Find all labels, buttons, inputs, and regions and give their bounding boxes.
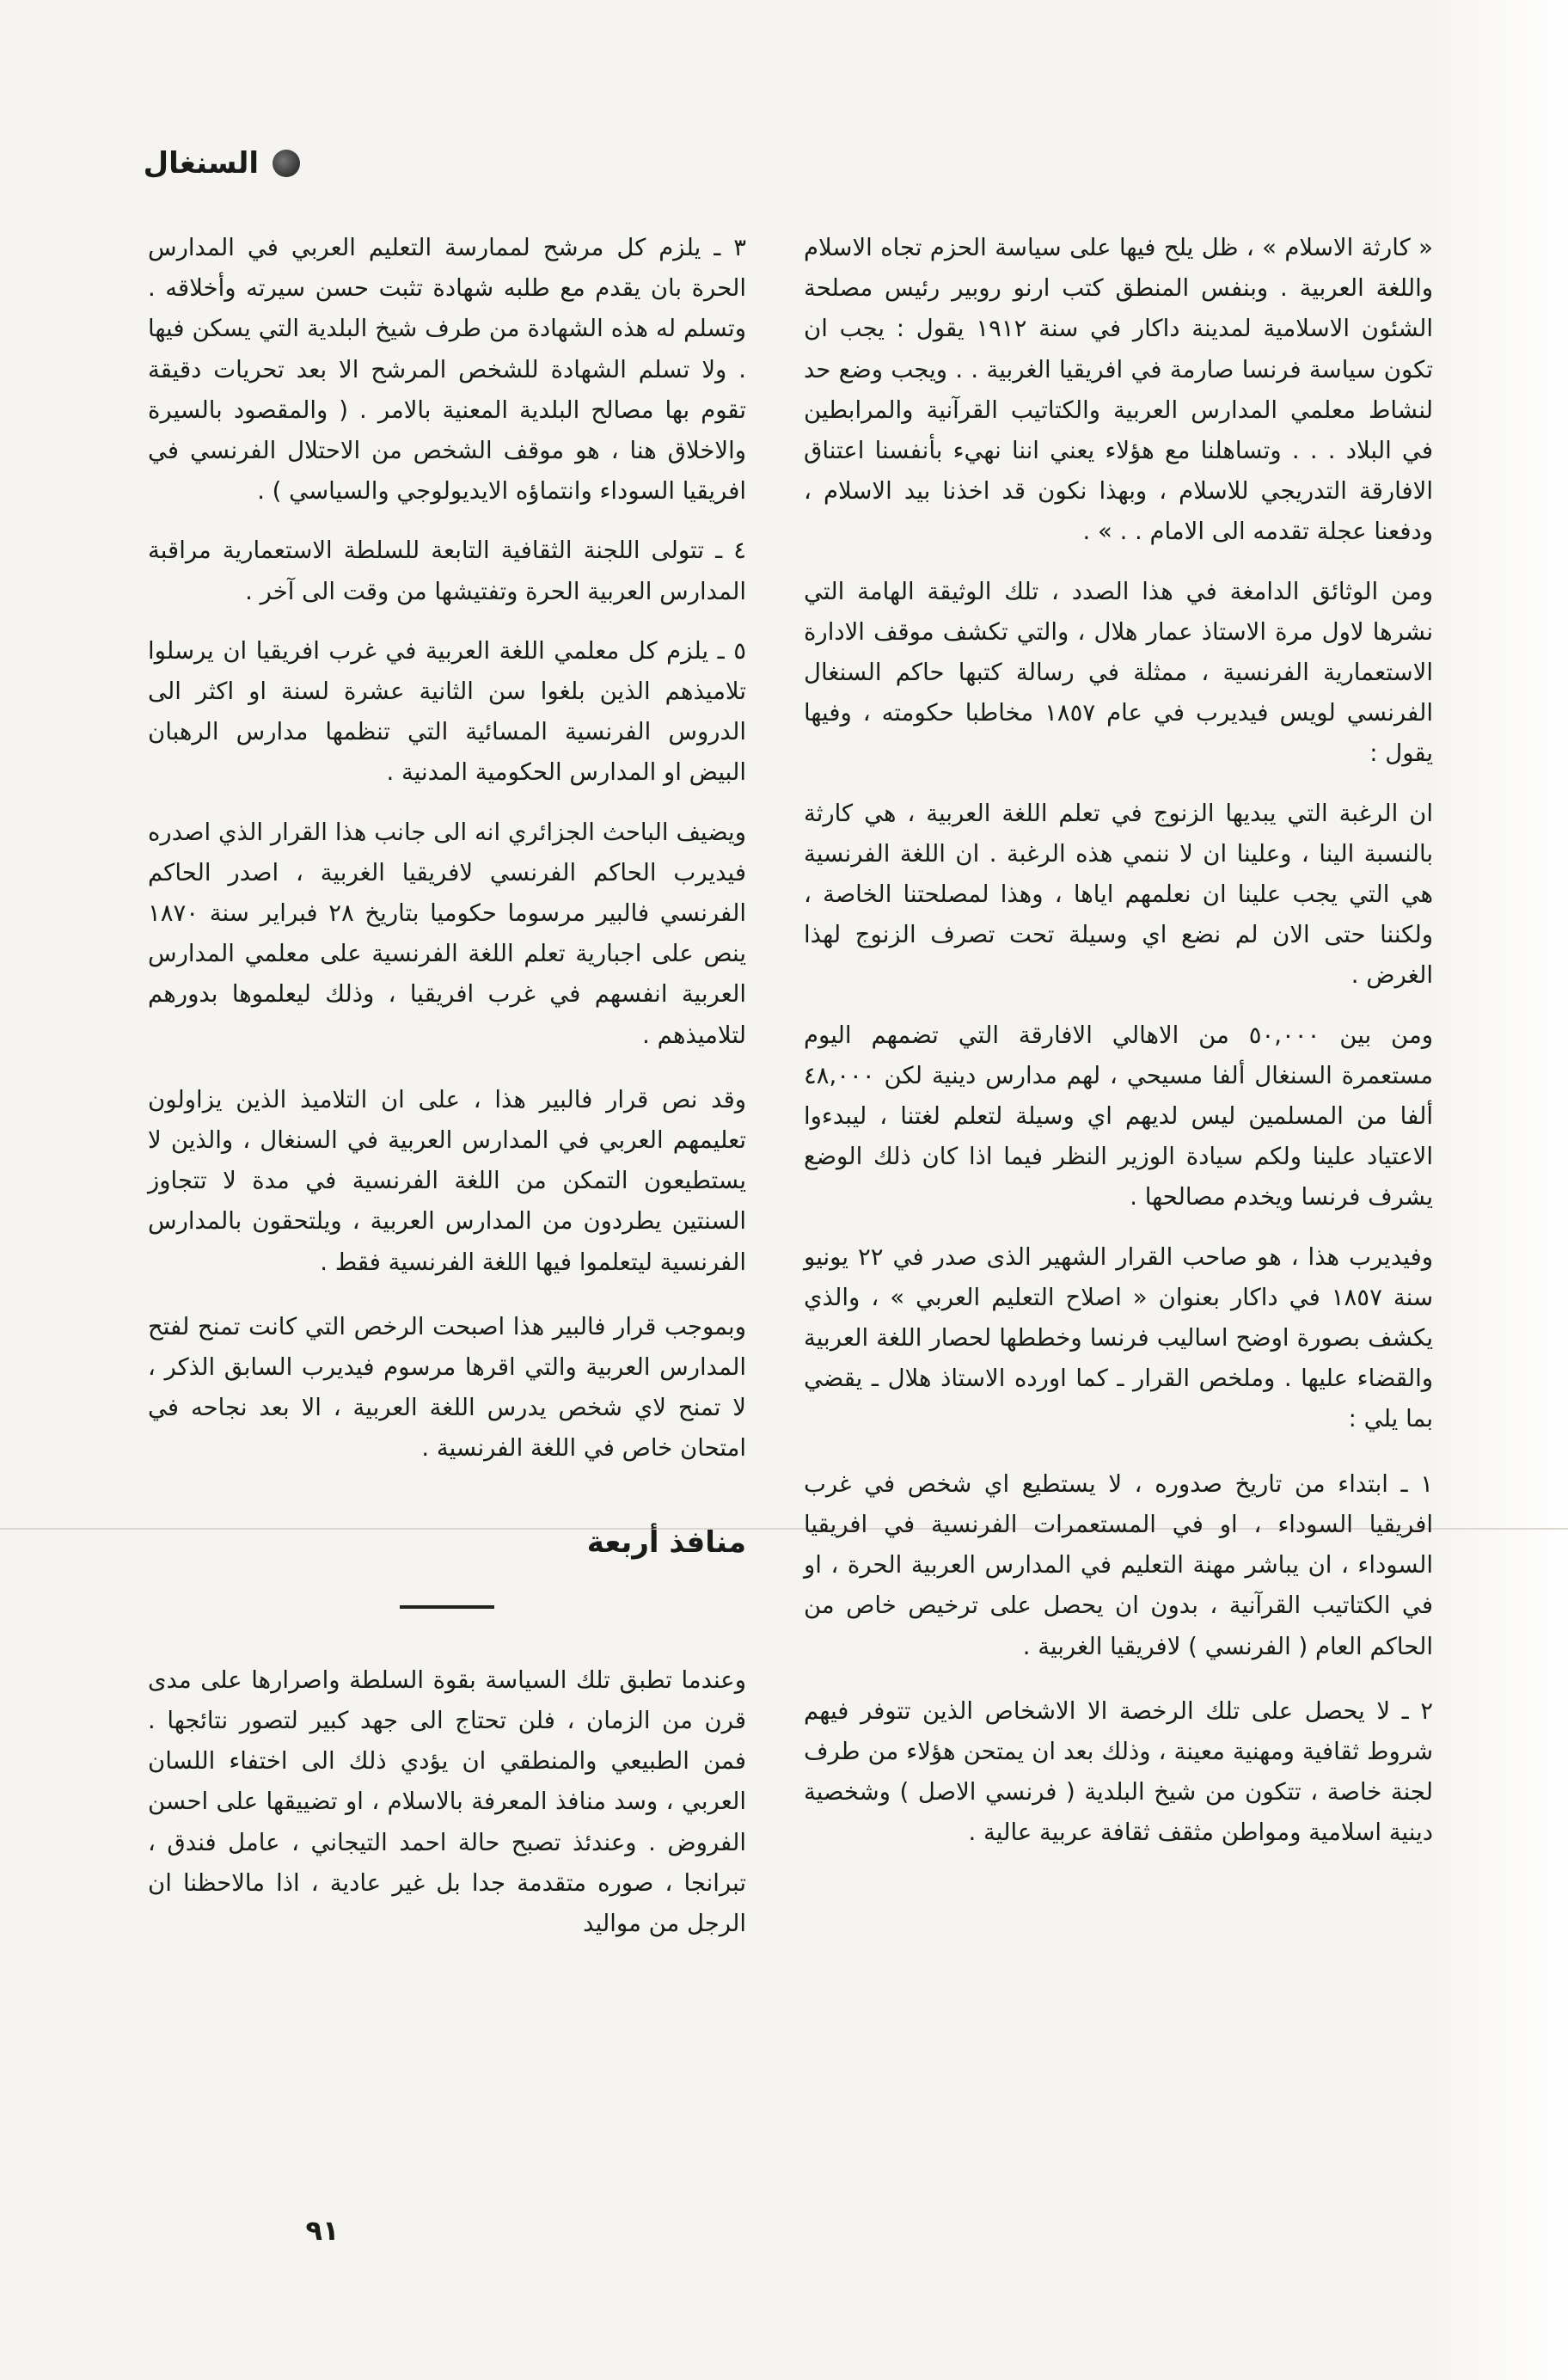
- quote-paragraph: ان الرغبة التي يبديها الزنوج في تعلم اللغة العربية ، هي كارثة بالنسبة الينا ، وعلينا ان لا ننمي هذه الرغبة . ان اللغة الفرنسية هي التي يجب علينا ان نعلمهم اياها ، وهذا لمصلحتنا الخاصة ، ولكننا حتى الان لم نضع اي وسيلة تحت تصرف الزنوج لهذا الغرض .: [804, 799, 1433, 990]
- page-number: ٩١: [305, 2214, 340, 2247]
- decree-item-5: ٥ ـ يلزم كل معلمي اللغة العربية في غرب افريقيا ان يرسلوا تلاميذهم الذين بلغوا سن الثانية عشرة لسنة او اكثر الى الدروس الفرنسية المسائية التي تنظمها مدارس الرهبان البيض او المدارس الحكومية المدنية .: [148, 636, 746, 787]
- paragraph: وقد نص قرار فالبير هذا ، على ان التلاميذ الذين يزاولون تعليمهم العربي في المدارس العربية في السنغال ، والذين لا يستطيعون التمكن من اللغة الفرنسية في مدة لا تتجاوز السنتين يطردون من المدارس العربية ، ويلتحقون بالمدارس الفرنسية ليتعلموا فيها اللغة الفرنسية فقط .: [148, 1085, 746, 1276]
- header-title: السنغال: [143, 146, 259, 181]
- decree-item-2: ٢ ـ لا يحصل على تلك الرخصة الا الاشخاص الذين تتوفر فيهم شروط ثقافية ومهنية معينة ، وذلك بعد ان يمتحن هؤلاء من طرف لجنة خاصة ، تتكون من شيخ البلدية ( فرنسي الاصل ) وشخصية دينية اسلامية ومواطن مثقف ثقافة عربية عالية .: [804, 1696, 1433, 1847]
- running-header: [144, 146, 300, 181]
- scan-edge-shading: [1430, 0, 1568, 2380]
- section-divider: [400, 1605, 494, 1609]
- paragraph: وفيديرب هذا ، هو صاحب القرار الشهير الذى صدر في ٢٢ يونيو سنة ١٨٥٧ في داكار بعنوان « اصلاح التعليم العربي » ، والذي يكشف بصورة اوضح اساليب فرنسا وخططها لحصار اللغة العربية والقضاء عليها . وملخص القرار ـ كما اورده الاستاذ هلال ـ يقضي بما يلي :: [804, 1242, 1433, 1433]
- paragraph: ومن بين ٥٠,٠٠٠ من الاهالي الافارقة التي تضمهم اليوم مستعمرة السنغال ألفا مسيحي ، لهم مدارس دينية لكن ٤٨,٠٠٠ ألفا من المسلمين ليس لديهم اي وسيلة لتعلم لغتنا ، ليبدءوا الاعتياد علينا ولكم سيادة الوزير النظر فيما اذا كان ذلك الوضع يشرف فرنسا ويخدم مصالحها .: [804, 1021, 1433, 1211]
- bullet-dot-icon: [273, 150, 300, 177]
- decree-item-4: ٤ ـ تتولى اللجنة الثقافية التابعة للسلطة الاستعمارية مراقبة المدارس العربية الحرة وتفتيشها من وقت الى آخر .: [148, 537, 746, 605]
- decree-item-3: ٣ ـ يلزم كل مرشح لممارسة التعليم العربي في المدارس الحرة بان يقدم مع طلبه شهادة تثبت حسن سيرته وأخلاقه . وتسلم له هذه الشهادة من طرف شيخ البلدية التي يسكن فيها . ولا تسلم الشهادة للشخص المرشح الا بعد تحريات دقيقة تقوم بها مصالح البلدية المعنية بالامر . ( والمقصود بالسيرة والاخلاق هنا ، هو موقف الشخص من الاحتلال الفرنسي في افريقيا السوداء وانتماؤه الايديولوجي والسياسي ) .: [148, 234, 746, 506]
- left-column: [148, 228, 746, 1944]
- paragraph: وعندما تطبق تلك السياسة بقوة السلطة واصرارها على مدى قرن من الزمان ، فلن تحتاج الى جهد كبير لتصور نتائجها . فمن الطبيعي والمنطقي ان يؤدي ذلك الى اختفاء اللسان العربي ، وسد منافذ المعرفة بالاسلام ، او تضييقها على احسن الفروض . وعندئذ تصبح حالة احمد التيجاني ، عامل فندق ، تبرانجا ، صوره متقدمة جدا بل غير عادية ، اذا مالاحظنا ان الرجل من مواليد: [148, 1665, 746, 1937]
- paragraph: ومن الوثائق الدامغة في هذا الصدد ، تلك الوثيقة الهامة التي نشرها لاول مرة الاستاذ عمار هلال ، والتي تكشف موقف الادارة الاستعمارية الفرنسية ، ممثلة في رسالة كتبها حاكم السنغال الفرنسي لويس فيديرب في عام ١٨٥٧ مخاطبا حكومته ، وفيها يقول :: [804, 577, 1433, 768]
- paragraph: وبموجب قرار فالبير هذا اصبحت الرخص التي كانت تمنح لفتح المدارس العربية والتي اقرها مرسوم فيديرب السابق الذكر ، لا تمنح لاي شخص يدرس اللغة العربية ، الا بعد نجاحه في امتحان خاص في اللغة الفرنسية .: [148, 1312, 746, 1463]
- paragraph: « كارثة الاسلام » ، ظل يلح فيها على سياسة الحزم تجاه الاسلام واللغة العربية . وبنفس المنطق كتب ارنو روبير رئيس مصلحة الشئون الاسلامية لمدينة داكار في سنة ١٩١٢ يقول : يجب ان تكون سياسة فرنسا صارمة في افريقيا الغربية . . ويجب وضع حد لنشاط معلمي المدارس العربية والكتاتيب القرآنية والمرابطين في البلاد . . . وتساهلنا مع هؤلاء يعني اننا نهيء بأنفسنا اعتناق الافارقة التدريجي للاسلام ، وبهذا نكون قد اخذنا بيد الاسلام ، ودفعنا عجلة تقدمه الى الامام . . » .: [804, 234, 1433, 546]
- decree-item-1: ١ ـ ابتداء من تاريخ صدوره ، لا يستطيع اي شخص في غرب افريقيا السوداء ، او في المستعمرات الفرنسية في افريقيا السوداء ، ان يباشر مهنة التعليم في المدارس العربية الحرة ، او في الكتاتيب القرآنية ، بدون ان يحصل على ترخيص خاص من الحاكم العام ( الفرنسي ) لافريقيا الغربية .: [804, 1469, 1433, 1660]
- section-heading: منافذ أربعة: [586, 1524, 746, 1560]
- right-column: [804, 228, 1433, 1854]
- paragraph: ويضيف الباحث الجزائري انه الى جانب هذا القرار الذي اصدره فيديرب الحاكم الفرنسي لافريقيا الغربية ، اصدر الحاكم الفرنسي فالبير مرسوما حكوميا بتاريخ ٢٨ فبراير سنة ١٨٧٠ ينص على اجبارية تعلم اللغة الفرنسية على معلمي المدارس العربية انفسهم في غرب افريقيا ، وذلك ليعلموها بدورهم لتلاميذهم .: [148, 818, 746, 1049]
